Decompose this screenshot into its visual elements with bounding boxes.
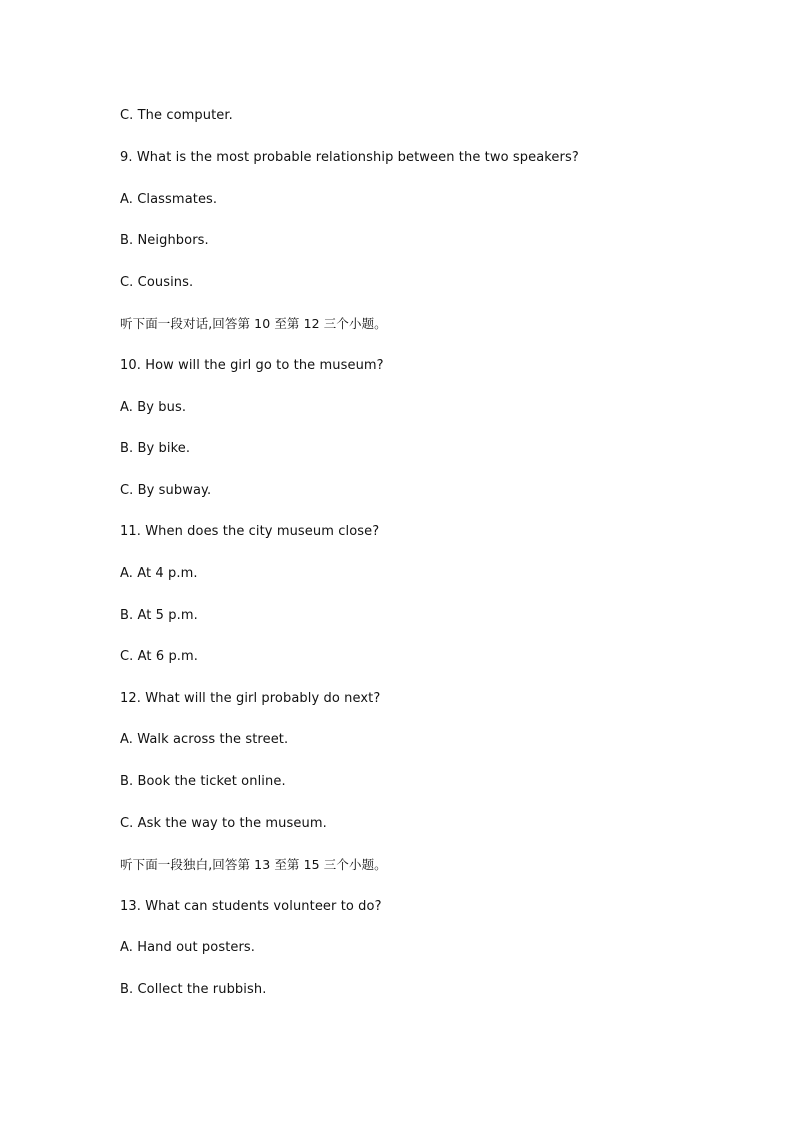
question-12: 12. What will the girl probably do next? [120, 691, 381, 706]
section-instruction-13-15: 听下面一段独白,回答第 13 至第 15 三个小题。 [120, 857, 387, 872]
question-9: 9. What is the most probable relationship between the two speakers? [120, 150, 579, 165]
q12-option-c: C. Ask the way to the museum. [120, 816, 327, 831]
q11-option-a: A. At 4 p.m. [120, 566, 198, 581]
q9-option-a: A. Classmates. [120, 192, 218, 207]
q8-option-c: C. The computer. [120, 108, 233, 123]
q9-option-c: C. Cousins. [120, 275, 194, 290]
question-10: 10. How will the girl go to the museum? [120, 358, 384, 373]
q12-option-b: B. Book the ticket online. [120, 774, 286, 789]
q9-option-b: B. Neighbors. [120, 233, 209, 248]
q12-option-a: A. Walk across the street. [120, 732, 289, 747]
q10-option-a: A. By bus. [120, 400, 187, 415]
q13-option-b: B. Collect the rubbish. [120, 982, 267, 997]
question-13: 13. What can students volunteer to do? [120, 899, 382, 914]
question-11: 11. When does the city museum close? [120, 524, 380, 539]
q11-option-b: B. At 5 p.m. [120, 608, 198, 623]
q13-option-a: A. Hand out posters. [120, 940, 256, 955]
section-instruction-10-12: 听下面一段对话,回答第 10 至第 12 三个小题。 [120, 316, 387, 331]
q10-option-b: B. By bike. [120, 441, 191, 456]
q11-option-c: C. At 6 p.m. [120, 649, 199, 664]
q10-option-c: C. By subway. [120, 483, 212, 498]
